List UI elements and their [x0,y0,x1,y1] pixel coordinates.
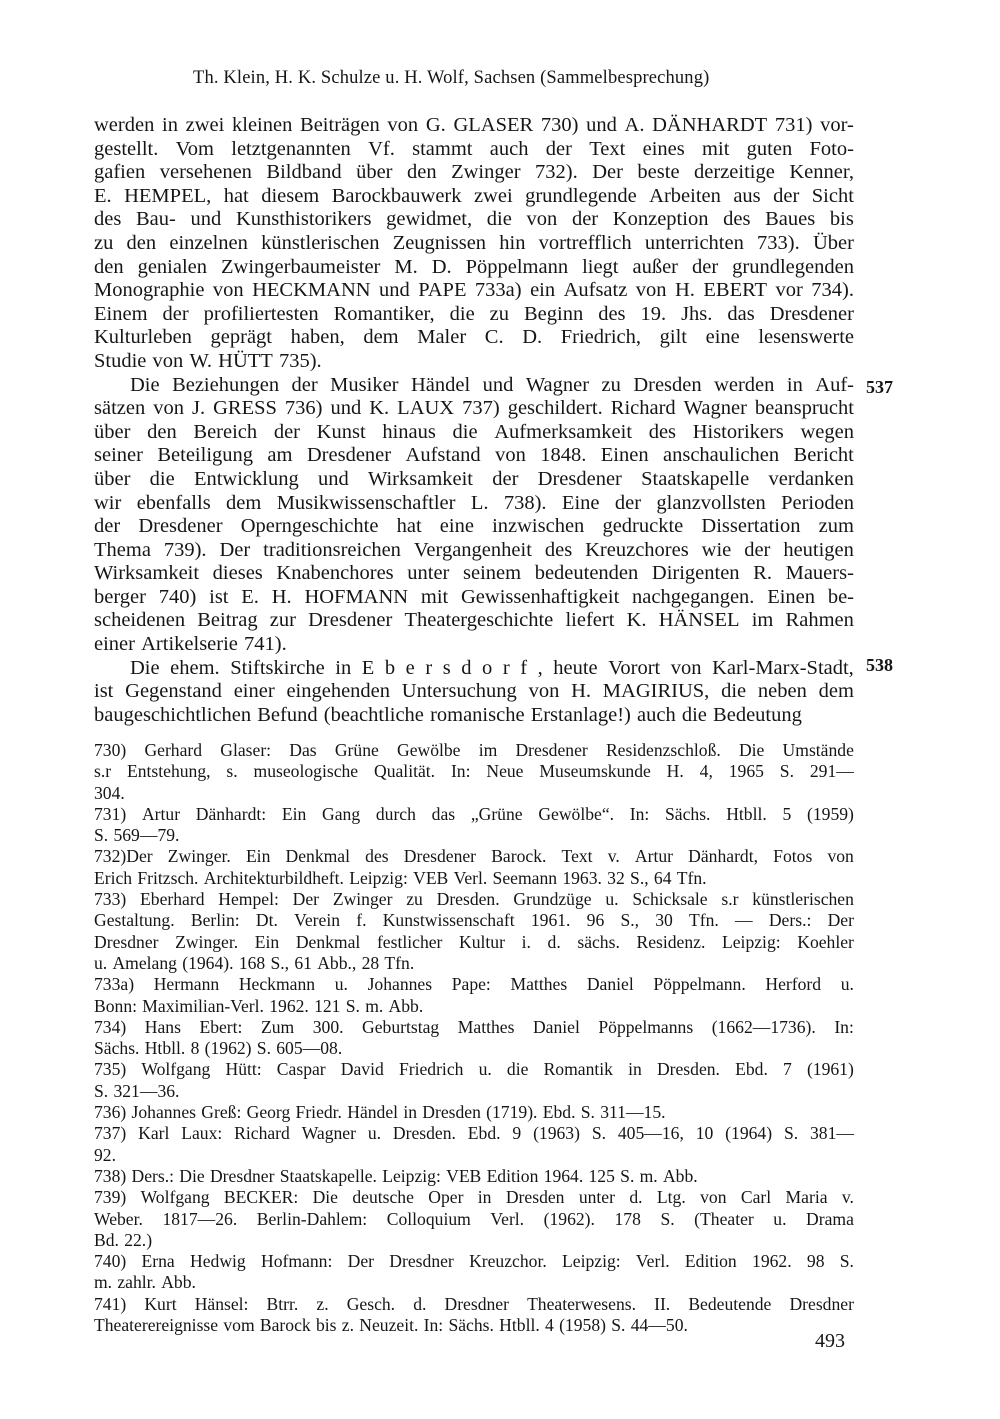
footnote-line: S. 569—79. [94,825,180,846]
text-line: Monographie von HECKMANN und PAPE 733a) ein Aufsatz von H. EBERT vor 734). [94,279,854,302]
text-line: Die ehem. Stiftskirche in E b e r s d o r f , heute Vorort von Karl-Marx-Stadt, [130,656,854,679]
footnote-line: 736) Johannes Greß: Georg Friedr. Händel in Dresden (1719). Ebd. S. 311—15. [94,1102,666,1123]
text-line: Thema 739). Der traditionsreichen Vergangenheit des Kreuzchores wie der heutigen [94,538,854,561]
text-line: sätzen von J. GRESS 736) und K. LAUX 737) geschildert. Richard Wagner beansprucht [94,397,854,420]
text-line: Einem der profiliertesten Romantiker, die zu Beginn des 19. Jhs. das Dresdener [94,302,854,325]
text-line: ist Gegenstand einer eingehenden Untersuchung von H. MAGIRIUS, die neben dem [94,680,854,703]
footnote-line: 92. [94,1144,116,1165]
text-line: der Dresdener Operngeschichte hat eine inzwischen gedruckte Dissertation zum [94,515,854,538]
footnote-line: 304. [94,782,125,803]
footnote-line: 738) Ders.: Die Dresdner Staatskapelle. Leipzig: VEB Edition 1964. 125 S. m. Abb. [94,1165,698,1186]
text-line: gafien versehenen Bildband über den Zwinger 732). Der beste derzeitige Kenner, [94,161,854,184]
footnote-line: 730) Gerhard Glaser: Das Grüne Gewölbe im Dresdener Residenzschloß. Die Umstände [94,740,854,760]
text-line: werden in zwei kleinen Beiträgen von G. GLASER 730) und A. DÄNHARDT 731) vor- [94,114,854,136]
footnote-line: 731) Artur Dänhardt: Ein Gang durch das „Grüne Gewölbe“. In: Sächs. Htbll. 5 (1959) [94,803,854,824]
footnote-line: Theaterereignisse vom Barock bis z. Neuzeit. In: Sächs. Htbll. 4 (1958) S. 44—50. [94,1315,688,1336]
margin-number-537: 537 [866,377,893,397]
footnote-line: 739) Wolfgang BECKER: Die deutsche Oper in Dresden unter d. Ltg. von Carl Maria v. [94,1187,854,1208]
text-line: seiner Beteiligung am Dresdener Aufstand von 1848. Einen anschaulichen Bericht [94,444,854,467]
footnote-line: 741) Kurt Hänsel: Btrr. z. Gesch. d. Dresdner Theaterwesens. II. Bedeutende Dresdner [94,1293,854,1314]
footnote-line: Dresdner Zwinger. Ein Denkmal festlicher Kultur i. d. sächs. Residenz. Leipzig: Koehler [94,931,854,952]
text-line: Studie von W. HÜTT 735). [94,349,322,372]
footnote-line: 737) Karl Laux: Richard Wagner u. Dresden. Ebd. 9 (1963) S. 405—16, 10 (1964) S. 381— [94,1123,854,1144]
text-line: einer Artikelserie 741). [94,633,287,656]
footnote-line: 733) Eberhard Hempel: Der Zwinger zu Dresden. Grundzüge u. Schicksale s.r künstlerischen [94,889,854,910]
margin-number-538: 538 [866,655,893,675]
footnote-line: 735) Wolfgang Hütt: Caspar David Friedrich u. die Romantik in Dresden. Ebd. 7 (1961) [94,1059,854,1080]
footnote-line: Bd. 22.) [94,1229,153,1250]
text-line: Die Beziehungen der Musiker Händel und Wagner zu Dresden werden in Auf- [130,373,854,396]
text-line: gestellt. Vom letztgenannten Vf. stammt auch der Text eines mit guten Foto- [94,137,854,160]
footnote-line: 733a) Hermann Heckmann u. Johannes Pape: Matthes Daniel Pöppelmann. Herford u. [94,974,854,995]
footnote-line: Sächs. Htbll. 8 (1962) S. 605—08. [94,1038,343,1059]
running-header: Th. Klein, H. K. Schulze u. H. Wolf, Sachsen (Sammelbesprechung) [193,68,710,88]
footnote-line: Weber. 1817—26. Berlin-Dahlem: Colloquium Verl. (1962). 178 S. (Theater u. Drama [94,1208,854,1229]
footnotes [94,740,854,1336]
footnote-line: 734) Hans Ebert: Zum 300. Geburtstag Matthes Daniel Pöppelmanns (1662—1736). In: [94,1016,854,1037]
page-number: 493 [815,1330,845,1352]
text-line: den genialen Zwingerbaumeister M. D. Pöppelmann liegt außer der grundlegenden [94,255,854,278]
footnote-line: Erich Fritzsch. Architekturbildheft. Leipzig: VEB Verl. Seemann 1963. 32 S., 64 Tfn. [94,867,707,888]
text-line: berger 740) ist E. H. HOFMANN mit Gewissenhaftigkeit nachgegangen. Einen be- [94,585,854,608]
text-line: über den Bereich der Kunst hinaus die Aufmerksamkeit des Historikers wegen [94,420,854,443]
text-line: baugeschichtlichen Befund (beachtliche romanische Erstanlage!) auch die Bedeutung [94,703,802,726]
text-line: wir ebenfalls dem Musikwissenschaftler L. 738). Eine der glanzvollsten Perioden [94,491,854,514]
text-line: über die Entwicklung und Wirksamkeit der Dresdener Staatskapelle verdanken [94,467,854,490]
text-line: des Bau- und Kunsthistorikers gewidmet, die von der Konzeption des Baues bis [94,208,854,231]
footnote-line: s.r Entstehung, s. museologische Qualität. In: Neue Museumskunde H. 4, 1965 S. 291— [94,761,854,782]
text-line: scheidenen Beitrag zur Dresdener Theatergeschichte liefert K. HÄNSEL im Rahmen [94,609,854,632]
footnote-line: 740) Erna Hedwig Hofmann: Der Dresdner Kreuzchor. Leipzig: Verl. Edition 1962. 98 S. [94,1251,854,1272]
text-line: zu den einzelnen künstlerischen Zeugnissen hin vortrefflich unterrichten 733). Über [94,231,854,254]
text-line: E. HEMPEL, hat diesem Barockbauwerk zwei grundlegende Arbeiten aus der Sicht [94,184,854,207]
footnote-line: S. 321—36. [94,1080,180,1101]
footnote-line: m. zahlr. Abb. [94,1272,196,1293]
footnote-line: 732)Der Zwinger. Ein Denkmal des Dresdener Barock. Text v. Artur Dänhardt, Fotos von [94,846,854,867]
footnote-line: u. Amelang (1964). 168 S., 61 Abb., 28 Tfn. [94,952,415,973]
footnote-line: Bonn: Maximilian-Verl. 1962. 121 S. m. Abb. [94,995,424,1016]
footnote-line: Gestaltung. Berlin: Dt. Verein f. Kunstwissenschaft 1961. 96 S., 30 Tfn. — Ders.: Der [94,910,854,931]
main-text [94,114,854,727]
text-line: Wirksamkeit dieses Knabenchores unter seinem bedeutenden Dirigenten R. Mauers- [94,562,854,585]
text-line: Kulturleben geprägt haben, dem Maler C. D. Friedrich, gilt eine lesenswerte [94,326,854,349]
